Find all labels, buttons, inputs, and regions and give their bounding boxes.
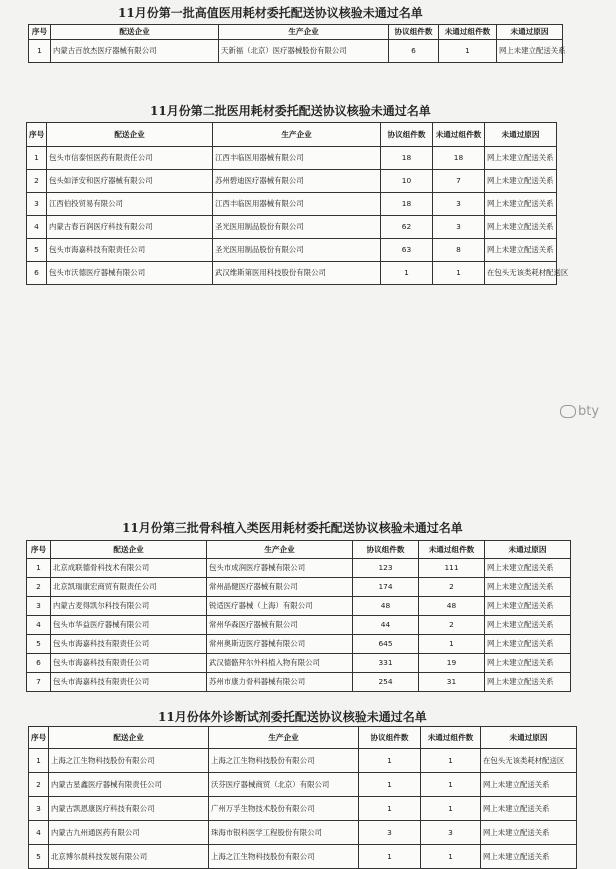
table-row <box>27 578 571 597</box>
cell-failed-count: 31 <box>419 673 485 692</box>
cell-agreement-count: 10 <box>381 170 433 193</box>
cell-distributor: 包头如泽安和医疗器械有限公司 <box>47 170 213 193</box>
cell-failed-count: 1 <box>421 749 481 773</box>
cell-failed-count: 1 <box>421 845 481 869</box>
cell-agreement-count: 1 <box>359 749 421 773</box>
header-manufacturer: 生产企业 <box>207 541 353 559</box>
cell-agreement-count: 18 <box>381 147 433 170</box>
cell-distributor: 包头市海嘉科技有限责任公司 <box>51 635 207 654</box>
table-row <box>29 821 577 845</box>
cell-agreement-count: 3 <box>359 821 421 845</box>
cell-reason: 网上未建立配送关系 <box>485 578 571 597</box>
table-row <box>29 845 577 869</box>
cell-manufacturer: 江西丰临医用器械有限公司 <box>213 147 381 170</box>
header-reason: 未通过原因 <box>481 727 577 749</box>
cell-index: 1 <box>27 559 51 578</box>
section3-title: 11月份第三批骨科植入类医用耗材委托配送协议核验未通过名单 <box>122 521 463 535</box>
cell-index: 2 <box>27 578 51 597</box>
cell-failed-count: 3 <box>433 216 485 239</box>
table-row <box>27 170 557 193</box>
cell-reason: 网上未建立配送关系 <box>485 654 571 673</box>
header-index: 序号 <box>27 123 47 147</box>
cell-manufacturer: 常州华森医疗器械有限公司 <box>207 616 353 635</box>
section3-table <box>26 540 571 692</box>
table-row <box>27 193 557 216</box>
cell-failed-count: 19 <box>419 654 485 673</box>
table-row <box>27 239 557 262</box>
cell-distributor: 包头市海嘉科技有限责任公司 <box>51 673 207 692</box>
header-distributor: 配送企业 <box>49 727 209 749</box>
cell-manufacturer: 常州奥斯迈医疗器械有限公司 <box>207 635 353 654</box>
cell-index: 5 <box>27 635 51 654</box>
watermark <box>560 404 599 419</box>
cell-manufacturer: 常州晶健医疗器械有限公司 <box>207 578 353 597</box>
cell-reason: 网上未建立配送关系 <box>485 216 557 239</box>
section4-title: 11月份体外诊断试剂委托配送协议核验未通过名单 <box>158 710 427 724</box>
cell-agreement-count: 1 <box>359 797 421 821</box>
cell-reason: 网上未建立配送关系 <box>485 170 557 193</box>
header-distributor: 配送企业 <box>47 123 213 147</box>
cell-failed-count: 18 <box>433 147 485 170</box>
cell-manufacturer: 江西丰临医用器械有限公司 <box>213 193 381 216</box>
header-agreement-count: 协议组件数 <box>381 123 433 147</box>
cell-failed-count: 1 <box>433 262 485 285</box>
table-row <box>29 749 577 773</box>
cell-manufacturer: 圣光医用制品股份有限公司 <box>213 216 381 239</box>
cell-agreement-count: 645 <box>353 635 419 654</box>
cell-manufacturer: 武汉德骼拜尔外科植入物有限公司 <box>207 654 353 673</box>
cell-manufacturer: 包头市成润医疗器械有限公司 <box>207 559 353 578</box>
wechat-icon <box>560 405 576 418</box>
header-manufacturer: 生产企业 <box>213 123 381 147</box>
cell-failed-count: 3 <box>421 821 481 845</box>
cell-index: 7 <box>27 673 51 692</box>
cell-index: 4 <box>27 216 47 239</box>
header-distributor: 配送企业 <box>51 541 207 559</box>
cell-failed-count: 2 <box>419 578 485 597</box>
cell-agreement-count: 48 <box>353 597 419 616</box>
table-header-row <box>29 25 563 40</box>
cell-reason: 网上未建立配送关系 <box>481 821 577 845</box>
cell-agreement-count: 1 <box>381 262 433 285</box>
cell-distributor: 内蒙古春百润医疗科技有限公司 <box>47 216 213 239</box>
cell-manufacturer: 广州万孚生物技术股份有限公司 <box>209 797 359 821</box>
cell-agreement-count: 123 <box>353 559 419 578</box>
table-row <box>27 559 571 578</box>
section4-table <box>28 726 577 869</box>
cell-index: 6 <box>27 654 51 673</box>
table-header-row <box>29 727 577 749</box>
cell-distributor: 江西伯投贸易有限公司 <box>47 193 213 216</box>
table-row <box>27 654 571 673</box>
header-reason: 未通过原因 <box>485 123 557 147</box>
cell-distributor: 北京博尔晨科技发展有限公司 <box>49 845 209 869</box>
cell-manufacturer: 圣光医用制品股份有限公司 <box>213 239 381 262</box>
cell-failed-count: 2 <box>419 616 485 635</box>
cell-agreement-count: 6 <box>389 40 439 63</box>
header-failed-count: 未通过组件数 <box>419 541 485 559</box>
cell-index: 1 <box>29 40 51 63</box>
cell-failed-count: 1 <box>421 797 481 821</box>
cell-failed-count: 48 <box>419 597 485 616</box>
cell-reason: 网上未建立配送关系 <box>485 635 571 654</box>
cell-distributor: 内蒙古九州通医药有限公司 <box>49 821 209 845</box>
cell-reason: 网上未建立配送关系 <box>485 597 571 616</box>
cell-distributor: 上海之江生物科技股份有限公司 <box>49 749 209 773</box>
section2-title: 11月份第二批医用耗材委托配送协议核验未通过名单 <box>150 104 431 118</box>
cell-distributor: 包头市海嘉科技有限责任公司 <box>47 239 213 262</box>
cell-manufacturer: 武汉维斯第医用科技股份有限公司 <box>213 262 381 285</box>
cell-distributor: 北京成联德骨科技术有限公司 <box>51 559 207 578</box>
cell-index: 3 <box>27 597 51 616</box>
cell-manufacturer: 上海之江生物科技股份有限公司 <box>209 845 359 869</box>
cell-agreement-count: 174 <box>353 578 419 597</box>
cell-index: 5 <box>27 239 47 262</box>
cell-manufacturer: 苏州碧迪医疗器械有限公司 <box>213 170 381 193</box>
cell-agreement-count: 62 <box>381 216 433 239</box>
cell-distributor: 包头市海嘉科技有限责任公司 <box>51 654 207 673</box>
header-index: 序号 <box>29 25 51 40</box>
cell-manufacturer: 上海之江生物科技股份有限公司 <box>209 749 359 773</box>
cell-distributor: 包头市信泰恒医药有限责任公司 <box>47 147 213 170</box>
header-reason: 未通过原因 <box>497 25 563 40</box>
cell-index: 5 <box>29 845 49 869</box>
table-row <box>29 40 563 63</box>
cell-manufacturer: 沃芬医疗器械商贸（北京）有限公司 <box>209 773 359 797</box>
cell-reason: 在包头无该类耗材配送区 <box>481 749 577 773</box>
cell-distributor: 北京凯瑞康宏商贸有限责任公司 <box>51 578 207 597</box>
cell-agreement-count: 18 <box>381 193 433 216</box>
cell-failed-count: 1 <box>419 635 485 654</box>
header-failed-count: 未通过组件数 <box>439 25 497 40</box>
cell-index: 4 <box>27 616 51 635</box>
cell-index: 3 <box>27 193 47 216</box>
table-header-row <box>27 541 571 559</box>
cell-index: 6 <box>27 262 47 285</box>
cell-failed-count: 3 <box>433 193 485 216</box>
table-row <box>27 597 571 616</box>
cell-manufacturer: 天新福（北京）医疗器械股份有限公司 <box>219 40 389 63</box>
section1-title: 11月份第一批高值医用耗材委托配送协议核验未通过名单 <box>118 6 423 20</box>
cell-reason: 网上未建立配送关系 <box>485 239 557 262</box>
table-row <box>27 673 571 692</box>
cell-reason: 网上未建立配送关系 <box>497 40 563 63</box>
header-agreement-count: 协议组件数 <box>353 541 419 559</box>
cell-index: 2 <box>29 773 49 797</box>
cell-distributor: 包头市华益医疗器械有限公司 <box>51 616 207 635</box>
cell-distributor: 内蒙古星鑫医疗器械有限责任公司 <box>49 773 209 797</box>
cell-failed-count: 7 <box>433 170 485 193</box>
cell-manufacturer: 珠海市银科医学工程股份有限公司 <box>209 821 359 845</box>
cell-distributor: 内蒙古凯恩康医疗科技有限公司 <box>49 797 209 821</box>
table-row <box>27 635 571 654</box>
cell-agreement-count: 331 <box>353 654 419 673</box>
cell-index: 1 <box>27 147 47 170</box>
header-failed-count: 未通过组件数 <box>433 123 485 147</box>
section1-table <box>28 24 566 63</box>
section2-table <box>26 122 569 285</box>
cell-index: 4 <box>29 821 49 845</box>
header-reason: 未通过原因 <box>485 541 571 559</box>
cell-reason: 网上未建立配送关系 <box>481 773 577 797</box>
cell-index: 1 <box>29 749 49 773</box>
header-manufacturer: 生产企业 <box>219 25 389 40</box>
cell-manufacturer: 锐适医疗器械（上海）有限公司 <box>207 597 353 616</box>
cell-index: 3 <box>29 797 49 821</box>
header-distributor: 配送企业 <box>51 25 219 40</box>
header-agreement-count: 协议组件数 <box>359 727 421 749</box>
watermark-text: bty <box>578 404 600 419</box>
table-row <box>27 616 571 635</box>
cell-reason: 网上未建立配送关系 <box>485 616 571 635</box>
table-row <box>29 773 577 797</box>
header-index: 序号 <box>27 541 51 559</box>
cell-distributor: 内蒙古百放杰医疗器械有限公司 <box>51 40 219 63</box>
cell-reason: 在包头无该类耗材配送区 <box>485 262 557 285</box>
cell-reason: 网上未建立配送关系 <box>481 845 577 869</box>
cell-agreement-count: 254 <box>353 673 419 692</box>
cell-manufacturer: 苏州市康力骨科器械有限公司 <box>207 673 353 692</box>
cell-reason: 网上未建立配送关系 <box>485 193 557 216</box>
cell-agreement-count: 63 <box>381 239 433 262</box>
cell-distributor: 包头市沃德医疗器械有限公司 <box>47 262 213 285</box>
cell-reason: 网上未建立配送关系 <box>481 797 577 821</box>
cell-failed-count: 1 <box>439 40 497 63</box>
header-manufacturer: 生产企业 <box>209 727 359 749</box>
cell-reason: 网上未建立配送关系 <box>485 559 571 578</box>
cell-agreement-count: 1 <box>359 845 421 869</box>
table-row <box>29 797 577 821</box>
cell-failed-count: 8 <box>433 239 485 262</box>
cell-reason: 网上未建立配送关系 <box>485 673 571 692</box>
cell-agreement-count: 44 <box>353 616 419 635</box>
cell-distributor: 内蒙古麦得凯尔科技有限公司 <box>51 597 207 616</box>
cell-failed-count: 111 <box>419 559 485 578</box>
header-agreement-count: 协议组件数 <box>389 25 439 40</box>
table-row <box>27 147 557 170</box>
table-row <box>27 262 557 285</box>
cell-agreement-count: 1 <box>359 773 421 797</box>
table-header-row <box>27 123 557 147</box>
cell-failed-count: 1 <box>421 773 481 797</box>
cell-reason: 网上未建立配送关系 <box>485 147 557 170</box>
header-index: 序号 <box>29 727 49 749</box>
table-row <box>27 216 557 239</box>
cell-index: 2 <box>27 170 47 193</box>
header-failed-count: 未通过组件数 <box>421 727 481 749</box>
